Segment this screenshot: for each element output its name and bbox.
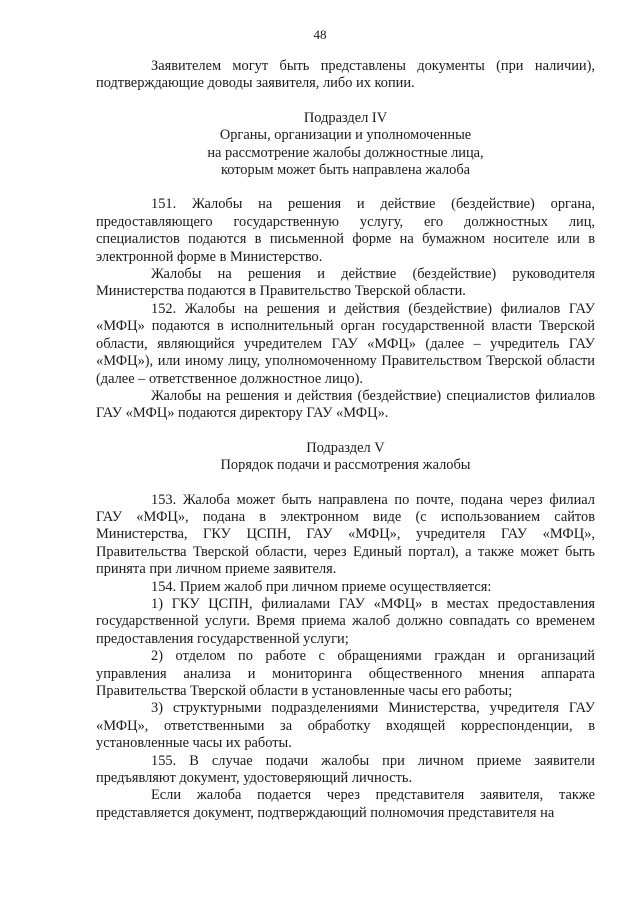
paragraph-154: 154. Прием жалоб при личном приеме осуществляется: xyxy=(151,578,492,595)
section-4-subtitle-line: которым может быть направлена жалоба xyxy=(220,162,471,179)
section-4-subtitle-line: на рассмотрение жалобы должностные лица, xyxy=(207,144,484,161)
page-content xyxy=(96,58,595,822)
section-4-subtitle-line: Органы, организации и уполномоченные xyxy=(219,127,472,144)
page-number: 48 xyxy=(313,27,327,42)
list-item-2: 2) отделом по работе с обращениями граждан и организаций управления анализа и мониторинга общественного мнения аппарата Правительства Тверской области в установленные часы его работы; xyxy=(96,648,595,699)
paragraph-ministry-head-complaints: Жалобы на решения и действие (бездействие) руководителя Министерства подаются в Правительство Тверской области. xyxy=(96,266,595,300)
paragraph-153: 153. Жалоба может быть направлена по почте, подана через филиал ГАУ «МФЦ», подана в электронном виде (с использованием сайтов Министерства, ГКУ ЦСПН, ГАУ «МФЦ», учредителя ГАУ «МФЦ», Правительства Тверской области, через Единый портал), а также может быть принята при личном приеме заявителя. xyxy=(96,491,595,578)
intro-paragraph: Заявителем могут быть представлены документы (при наличии), подтверждающие доводы заявителя, либо их копии. xyxy=(96,58,595,92)
section-4-title: Подраздел IV xyxy=(303,109,388,126)
list-item-1: 1) ГКУ ЦСПН, филиалами ГАУ «МФЦ» в местах предоставления государственной услуги. Время приема жалоб должно совпадать со временем предоставления государственной услуги; xyxy=(96,595,595,647)
paragraph-representative: Если жалоба подается через представителя заявителя, также представляется документ, подтверждающий полномочия представителя на xyxy=(96,787,595,821)
paragraph-151: 151. Жалобы на решения и действие (бездействие) органа, предоставляющего государственную услугу, его должностных лиц, специалистов подаются в письменной форме на бумажном носителе или в электронной форме в Министерство. xyxy=(96,196,595,265)
section-5-subtitle: Порядок подачи и рассмотрения жалобы xyxy=(220,457,471,474)
paragraph-152: 152. Жалобы на решения и действия (бездействие) филиалов ГАУ «МФЦ» подаются в исполнительный орган государственной власти Тверской области, являющийся учредителем ГАУ «МФЦ» (далее – учредитель ГАУ «МФЦ»), или иному лицу, уполномоченному Правительством Тверской области (далее – ответственное должностное лицо). xyxy=(96,300,595,387)
list-item-3: 3) структурными подразделениями Министерства, учредителя ГАУ «МФЦ», ответственными за обработку входящей корреспонденции, в установленные часы их работы. xyxy=(96,700,595,752)
paragraph-155: 155. В случае подачи жалобы при личном приеме заявители предъявляют документ, удостоверяющий личность. xyxy=(96,752,595,787)
section-5-title: Подраздел V xyxy=(306,439,385,456)
paragraph-mfc-specialists-complaints: Жалобы на решения и действия (бездействие) специалистов филиалов ГАУ «МФЦ» подаются директору ГАУ «МФЦ». xyxy=(96,387,595,422)
